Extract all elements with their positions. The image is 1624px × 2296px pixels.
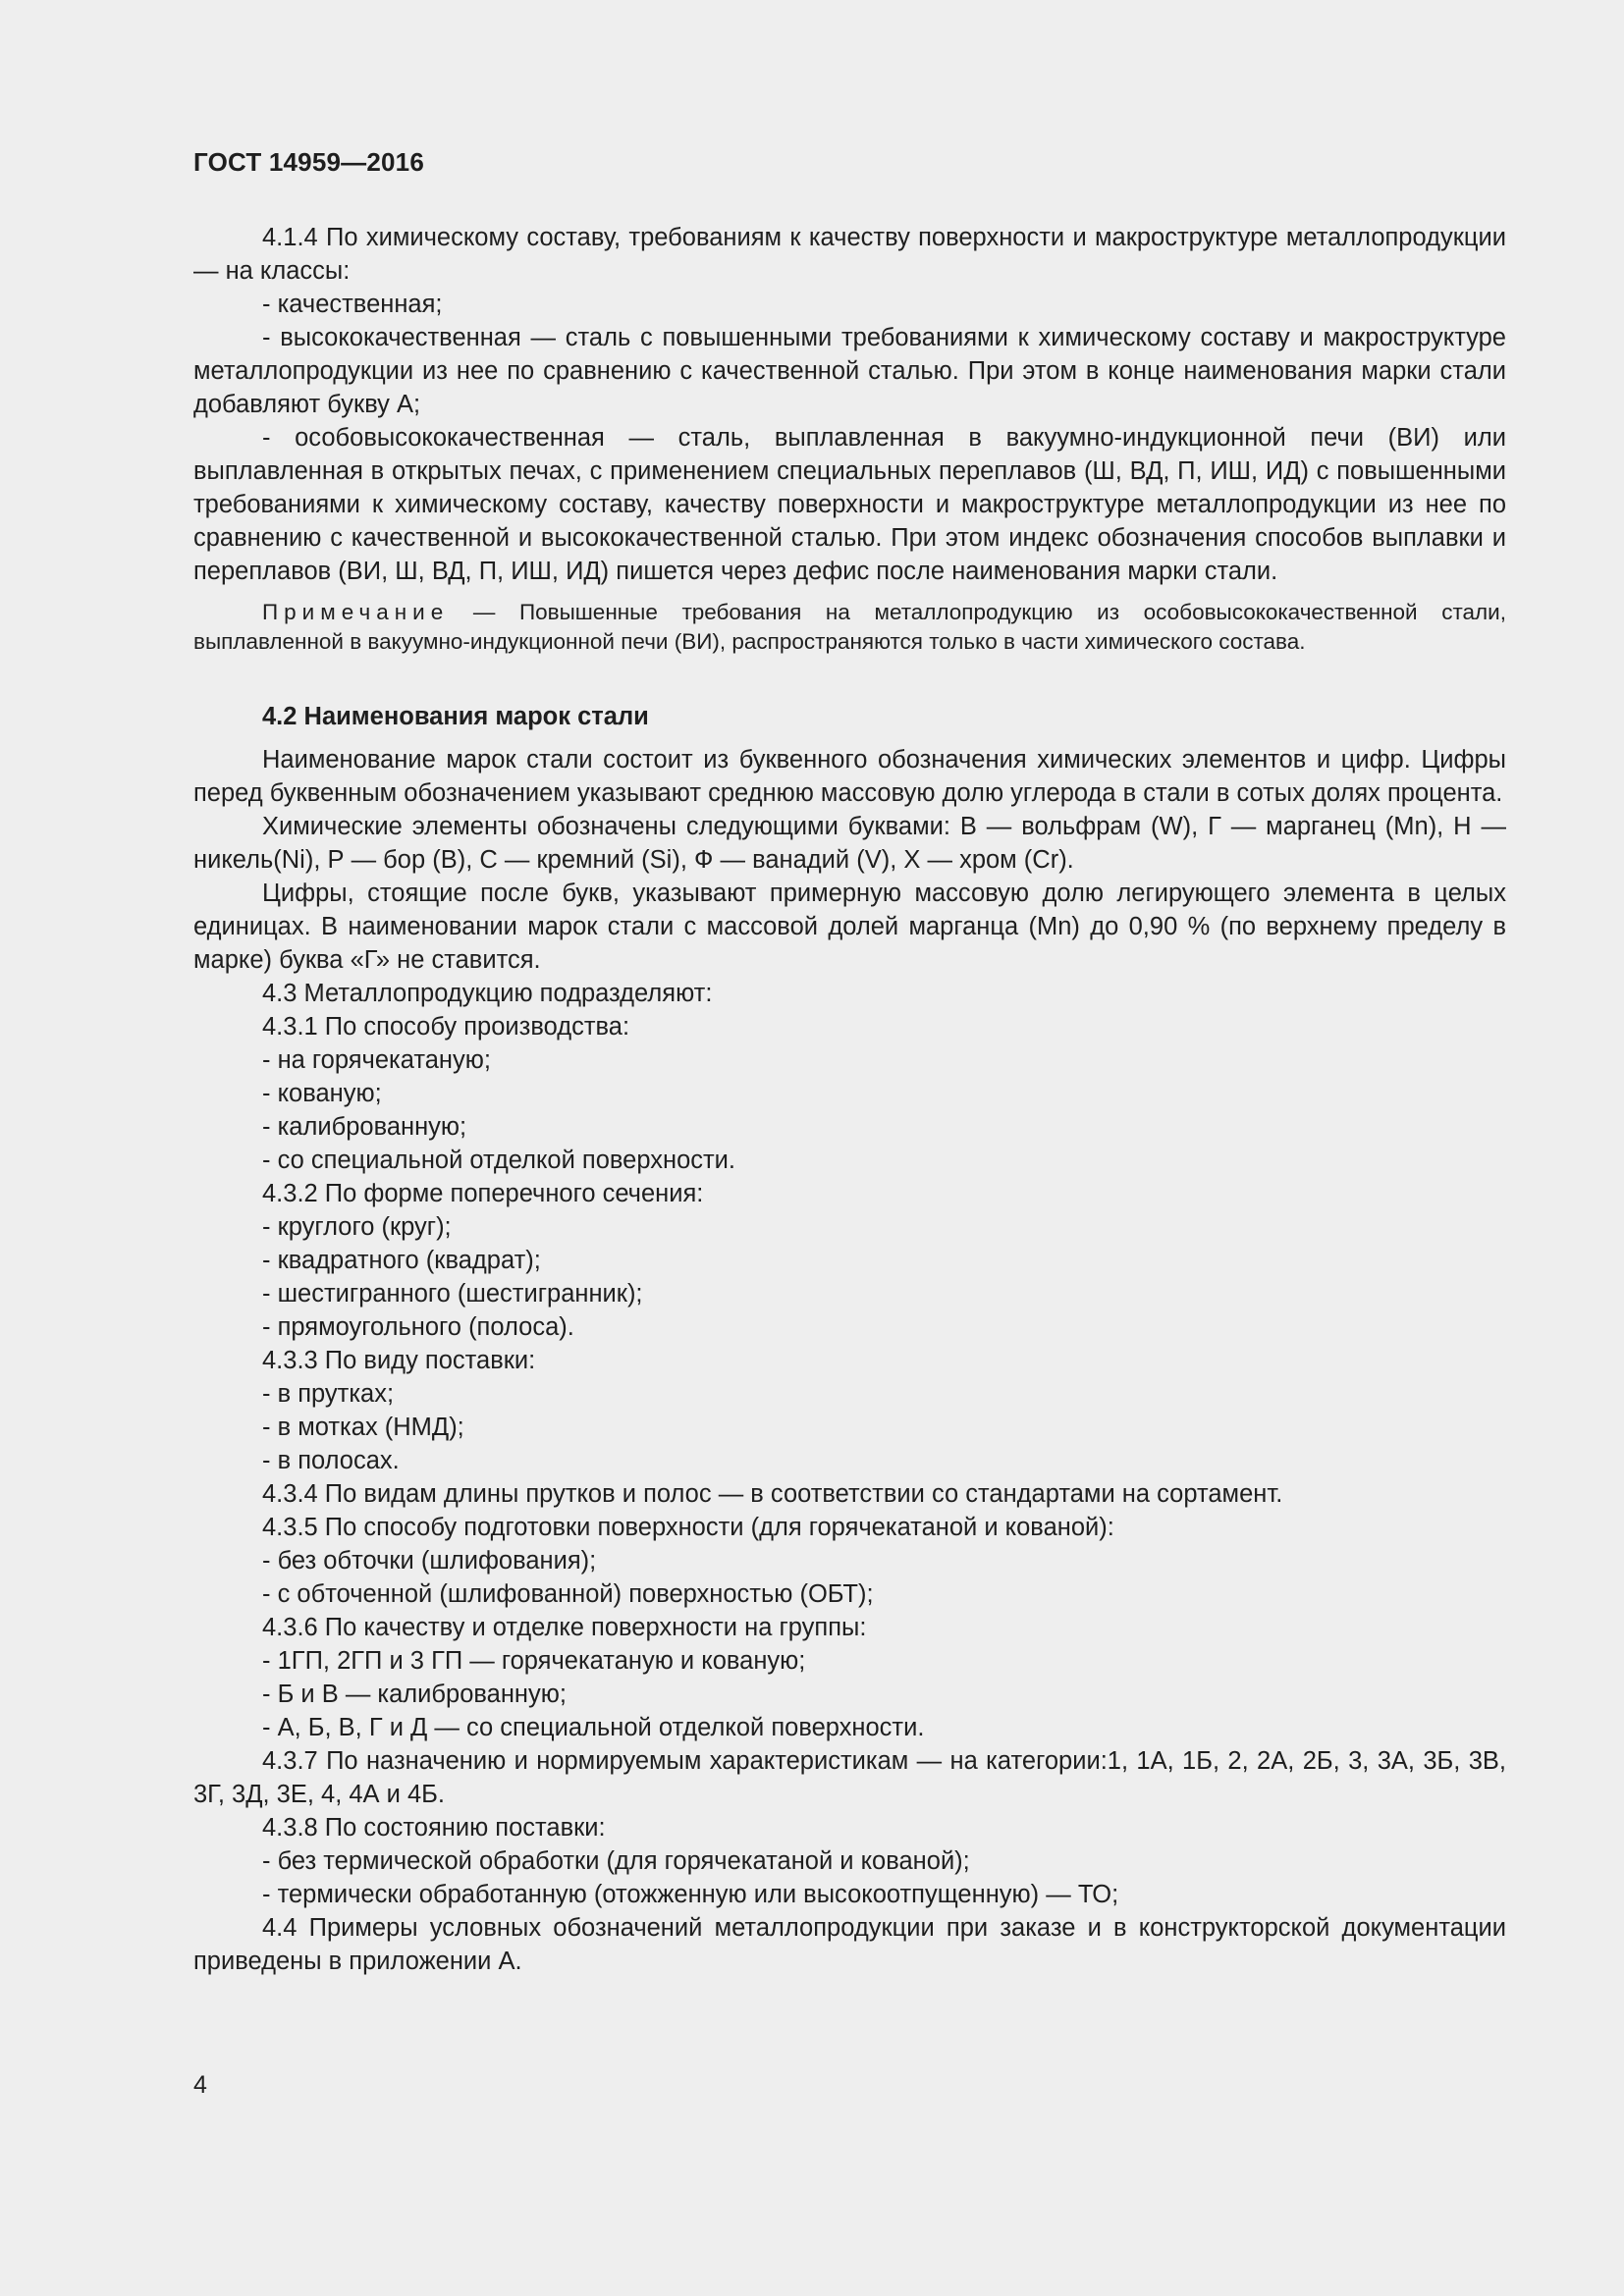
list-item: - термически обработанную (отожженную или высокоотпущенную) — ТО;	[262, 1881, 1119, 1908]
subsection-title: 4.3.1 По способу производства:	[262, 1013, 630, 1041]
paragraph-4-1-4: 4.1.4 По химическому составу, требованиям к качеству поверхности и макроструктуре металлопродукции — на классы:	[193, 224, 1506, 285]
list-item: - на горячекатаную;	[262, 1046, 491, 1074]
subsection-title: 4.3.3 По виду поставки:	[262, 1347, 536, 1374]
subsection-title: 4.3.4 По видам длины прутков и полос — в соответствии со стандартами на сортамент.	[262, 1480, 1283, 1508]
list-item: - качественная;	[262, 291, 443, 318]
list-item: - 1ГП, 2ГП и 3 ГП — горячекатаную и кованую;	[262, 1647, 806, 1675]
note-label: Примечание	[262, 600, 450, 624]
document-header: ГОСТ 14959—2016	[193, 147, 424, 177]
paragraph: Наименование марок стали состоит из буквенного обозначения химических элементов и цифр. Цифры перед буквенным обозначением указывают среднюю массовую долю углерода в стали в сотых долях процента.	[193, 746, 1506, 807]
section-title-4-2: 4.2 Наименования марок стали	[262, 703, 649, 730]
list-item: - кованую;	[262, 1080, 382, 1107]
note-text: — Повышенные требования на металлопродукцию из особовысококачественной стали, выплавленной в вакуумно-индукционной печи (ВИ), распространяются только в части химического состава.	[193, 600, 1506, 654]
paragraph: Цифры, стоящие после букв, указывают примерную массовую долю легирующего элемента в целых единицах. В наименовании марок стали с массовой долей марганца (Mn) до 0,90 % (по верхнему пределу в марке) буква «Г» не ставится.	[193, 880, 1506, 974]
document-body	[193, 221, 1506, 1978]
list-item: - калиброванную;	[262, 1113, 467, 1141]
list-item: - прямоугольного (полоса).	[262, 1313, 574, 1341]
paragraph-4-4: 4.4 Примеры условных обозначений металлопродукции при заказе и в конструкторской документации приведены в приложении А.	[193, 1914, 1506, 1975]
list-item: - особовысококачественная — сталь, выплавленная в вакуумно-индукционной печи (ВИ) или выплавленная в открытых печах, с применением специальных переплавов (Ш, ВД, П, ИШ, ИД) с повышенными требованиями к химическому составу, качеству поверхности и макроструктуре металлопродукции из нее по сравнению с качественной и высококачественной сталью. При этом индекс обозначения способов выплавки и переплавов (ВИ, Ш, ВД, П, ИШ, ИД) пишется через дефис после наименования марки стали.	[193, 424, 1506, 585]
paragraph: Химические элементы обозначены следующими буквами: В — вольфрам (W), Г — марганец (Mn), Н — никель(Ni), Р — бор (B), С — кремний (Si), Ф — ванадий (V), Х — хром (Cr).	[193, 813, 1506, 874]
list-item: - в прутках;	[262, 1380, 395, 1408]
list-item: - без обточки (шлифования);	[262, 1547, 597, 1575]
list-item: - шестигранного (шестигранник);	[262, 1280, 643, 1308]
list-item: - квадратного (квадрат);	[262, 1247, 541, 1274]
list-item: - с обточенной (шлифованной) поверхностью (ОБТ);	[262, 1580, 874, 1608]
note	[193, 598, 1506, 657]
subsection-title: 4.3.5 По способу подготовки поверхности (для горячекатаной и кованой):	[262, 1514, 1114, 1541]
subsection-title: 4.3.8 По состоянию поставки:	[262, 1814, 606, 1842]
list-item: - без термической обработки (для горячекатаной и кованой);	[262, 1847, 970, 1875]
page-number: 4	[193, 2071, 207, 2099]
subsection-title: 4.3.2 По форме поперечного сечения:	[262, 1180, 704, 1207]
list-item: - круглого (круг);	[262, 1213, 452, 1241]
list-item: - высококачественная — сталь с повышенными требованиями к химическому составу и макроструктуре металлопродукции из нее по сравнению с качественной сталью. При этом в конце наименования марки стали добавляют букву А;	[193, 324, 1506, 418]
list-item: - со специальной отделкой поверхности.	[262, 1147, 736, 1174]
subsection-4-3-7: 4.3.7 По назначению и нормируемым характеристикам — на категории:1, 1А, 1Б, 2, 2А, 2Б, 3, 3А, 3Б, 3В, 3Г, 3Д, 3Е, 4, 4А и 4Б.	[193, 1747, 1506, 1808]
list-item: - в мотках (НМД);	[262, 1414, 464, 1441]
paragraph-4-3: 4.3 Металлопродукцию подразделяют:	[262, 980, 713, 1007]
list-item: - в полосах.	[262, 1447, 400, 1474]
list-item: - А, Б, В, Г и Д — со специальной отделкой поверхности.	[262, 1714, 925, 1741]
subsection-title: 4.3.6 По качеству и отделке поверхности на группы:	[262, 1614, 867, 1641]
list-item: - Б и В — калиброванную;	[262, 1681, 567, 1708]
